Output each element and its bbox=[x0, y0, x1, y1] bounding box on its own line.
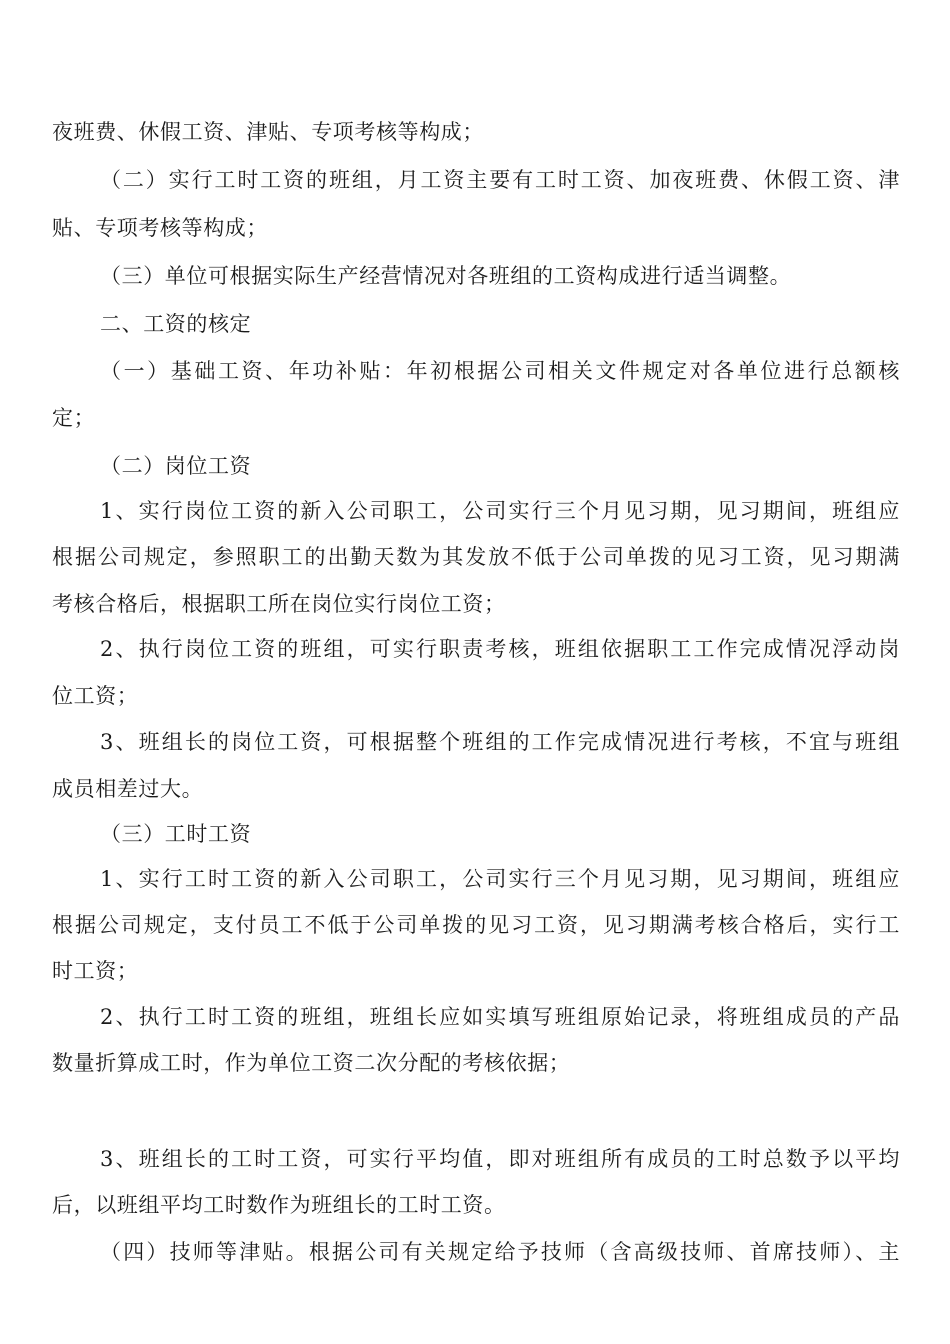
paragraph-line: 位工资； bbox=[52, 684, 139, 708]
paragraph-line: 数量折算成工时，作为单位工资二次分配的考核依据； bbox=[52, 1051, 571, 1075]
paragraph-line: 1、实行工时工资的新入公司职工，公司实行三个月见习期，见习期间，班组应 bbox=[100, 867, 900, 891]
paragraph-line: （四）技师等津贴。根据公司有关规定给予技师（含高级技师、首席技师）、主 bbox=[100, 1240, 900, 1264]
paragraph-line: 后，以班组平均工时数作为班组长的工时工资。 bbox=[52, 1193, 506, 1217]
paragraph-line: 1、实行岗位工资的新入公司职工，公司实行三个月见习期，见习期间，班组应 bbox=[100, 499, 900, 523]
paragraph-line: 2、执行工时工资的班组，班组长应如实填写班组原始记录，将班组成员的产品 bbox=[100, 1005, 900, 1029]
subsection-heading: （二）岗位工资 bbox=[100, 454, 252, 478]
paragraph-line: 成员相差过大。 bbox=[52, 777, 204, 801]
paragraph-line: 贴、专项考核等构成； bbox=[52, 216, 268, 240]
paragraph-line: 考核合格后，根据职工所在岗位实行岗位工资； bbox=[52, 592, 506, 616]
paragraph-line: 3、班组长的岗位工资，可根据整个班组的工作完成情况进行考核，不宜与班组 bbox=[100, 730, 900, 754]
paragraph-line: （二）实行工时工资的班组，月工资主要有工时工资、加夜班费、休假工资、津 bbox=[100, 168, 900, 192]
paragraph-line: （三）单位可根据实际生产经营情况对各班组的工资构成进行适当调整。 bbox=[100, 264, 792, 288]
paragraph-line: 2、执行岗位工资的班组，可实行职责考核，班组依据职工工作完成情况浮动岗 bbox=[100, 637, 900, 661]
subsection-heading: （三）工时工资 bbox=[100, 822, 252, 846]
paragraph-line: 时工资； bbox=[52, 959, 139, 983]
paragraph-line: 夜班费、休假工资、津贴、专项考核等构成； bbox=[52, 120, 484, 144]
paragraph-line: 根据公司规定，支付员工不低于公司单拨的见习工资，见习期满考核合格后，实行工 bbox=[52, 913, 900, 937]
paragraph-line: （一）基础工资、年功补贴：年初根据公司相关文件规定对各单位进行总额核 bbox=[100, 359, 900, 383]
paragraph-line: 根据公司规定，参照职工的出勤天数为其发放不低于公司单拨的见习工资，见习期满 bbox=[52, 545, 900, 569]
section-heading: 二、工资的核定 bbox=[100, 312, 252, 336]
paragraph-line: 3、班组长的工时工资，可实行平均值，即对班组所有成员的工时总数予以平均 bbox=[100, 1147, 900, 1171]
paragraph-line: 定； bbox=[52, 406, 96, 430]
